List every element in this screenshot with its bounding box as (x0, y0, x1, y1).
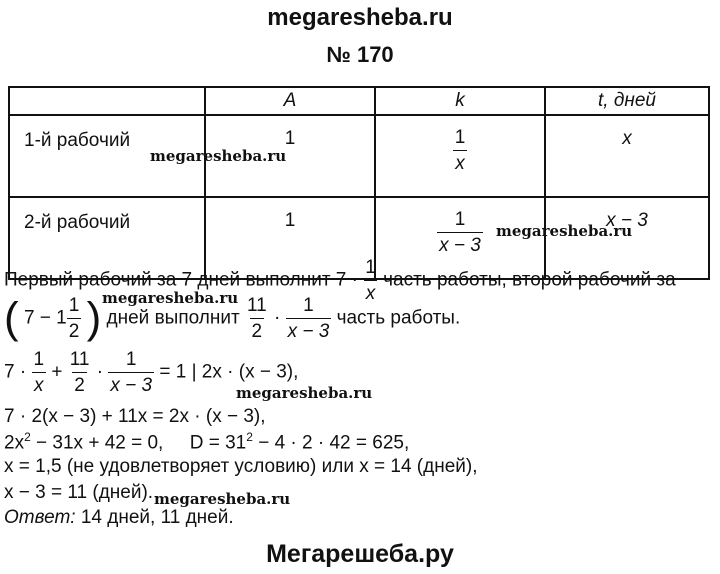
k-fraction: $\frac{1}{x - 3}$ (439, 209, 481, 256)
fraction: $\frac{11}{2}$ (69, 349, 90, 396)
data-table (8, 86, 710, 280)
equation-3: $2x^2 - 31x + 42 = 0$, $D = 31^2 - 4 \cdot 2 \cdot 42 = 625$, (4, 430, 410, 454)
table-row (9, 115, 709, 197)
k-fraction: $\frac{1}{x}$ (454, 127, 466, 174)
mixed-fraction: $\frac{1}{2}$ (68, 295, 80, 342)
site-title: megaresheba.ru (267, 4, 453, 31)
answer-text: 14 дней, 11 дней. (75, 507, 234, 528)
solution-paragraph-1: Первый рабочий за 7 дней выполнит 7 · $\frac{1}{x}$ часть работы, второй рабочий за (4, 257, 676, 304)
header-cell: t, дней (545, 87, 709, 115)
header-cell (9, 87, 205, 115)
solution-paragraph-2: ( 7 − 1 $\frac{1}{2}$ ) дней выполнит $\frac{11}{2}$ · $\frac{1}{x - 3}$ часть работы. (4, 293, 461, 343)
row-label: 2-й рабочий (9, 197, 205, 279)
watermark: megaresheba.ru (102, 289, 239, 307)
watermark: megaresheba.ru (154, 490, 291, 508)
header-cell: k (375, 87, 545, 115)
row-label: 1-й рабочий (9, 115, 205, 197)
equation-1: 7 · $\frac{1}{x}$ + $\frac{11}{2}$ · $\frac{1}{x - 3}$ = 1 | 2x · (x − 3), (4, 349, 299, 396)
fraction: $\frac{1}{x}$ (365, 257, 376, 304)
answer-label: Ответ: (4, 507, 76, 528)
cell-t: x − 3 (545, 197, 709, 279)
equation-2: 7 · 2(x − 3) + 11x = 2x · (x − 3), (4, 406, 266, 427)
equation-4: x = 1,5 (не удовлетворяет условию) или x = 14 (дней), (4, 456, 478, 477)
fraction: $\frac{11}{2}$ (246, 295, 267, 342)
fraction: $\frac{1}{x - 3}$ (110, 349, 153, 396)
watermark: megaresheba.ru (236, 384, 373, 402)
cell-k (375, 115, 545, 197)
header-cell: A (205, 87, 375, 115)
fraction: $\frac{1}{x}$ (33, 349, 45, 396)
watermark: megaresheba.ru (150, 147, 287, 165)
cell-t: x (545, 115, 709, 197)
fraction: $\frac{1}{x - 3}$ (287, 295, 330, 342)
table-header-row (9, 87, 709, 115)
answer (4, 507, 234, 529)
cell-a: 1 (205, 115, 375, 197)
footer-title: Мегарешеба.ру (266, 540, 454, 568)
cell-a: 1 (205, 197, 375, 279)
watermark: megaresheba.ru (496, 222, 633, 240)
equation-5: x − 3 = 11 (дней). (4, 482, 154, 503)
problem-number: № 170 (326, 42, 394, 67)
